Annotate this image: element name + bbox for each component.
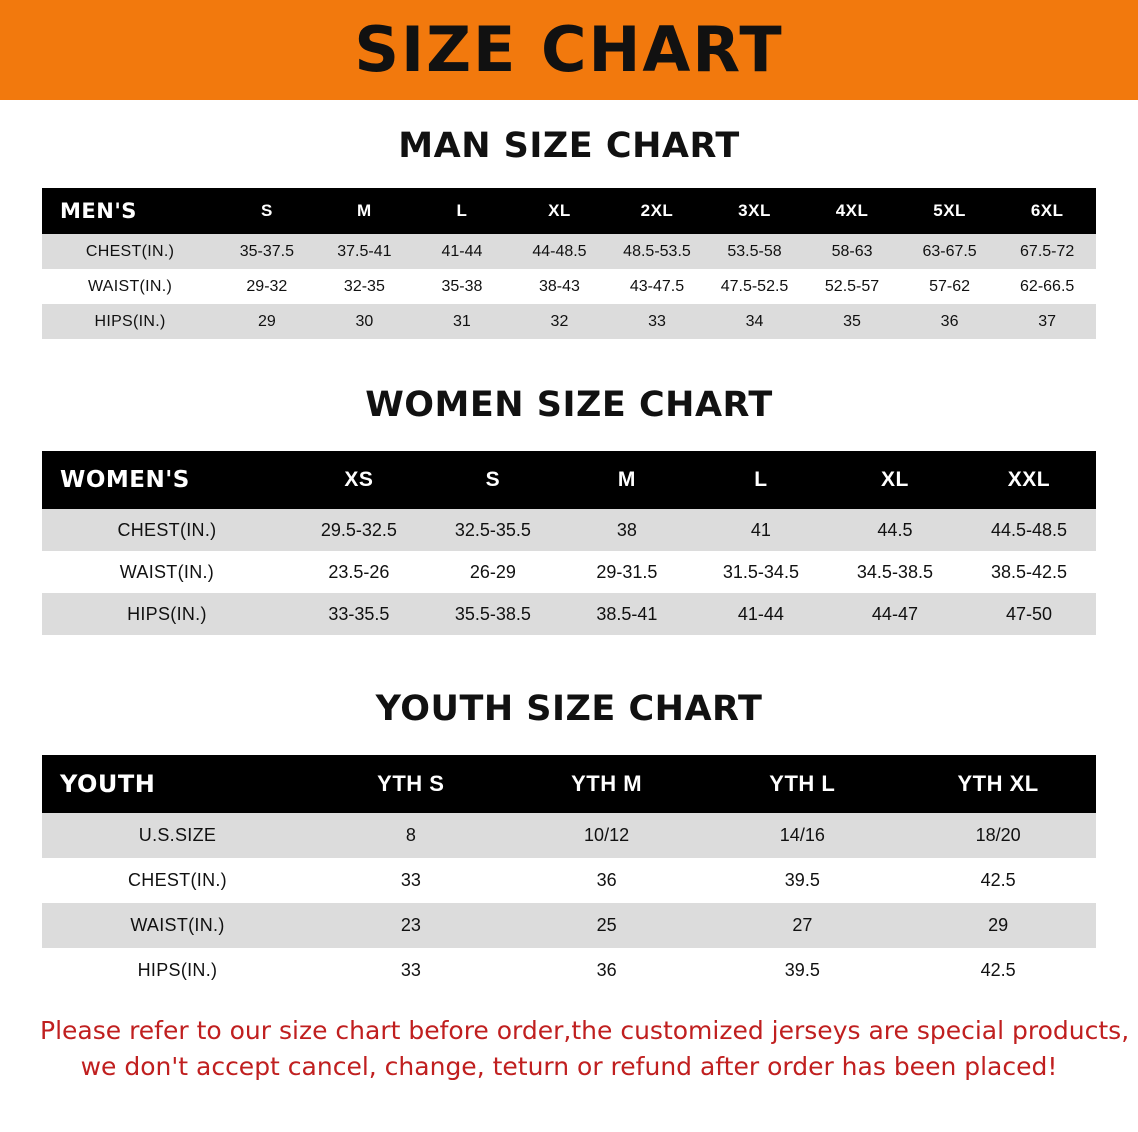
man-heading: MAN SIZE CHART bbox=[398, 126, 740, 166]
women-row-2-label: HIPS(IN.) bbox=[42, 593, 292, 635]
man-col-5: 3XL bbox=[738, 201, 771, 220]
table-row bbox=[42, 509, 1096, 551]
policy-note-line-1: Please refer to our size chart before order,the customized jerseys are special products, bbox=[40, 1016, 1130, 1045]
youth-corner-label: YOUTH bbox=[60, 770, 156, 798]
man-corner-label: MEN'S bbox=[60, 199, 137, 223]
man-cell-0-7: 63-67.5 bbox=[901, 234, 999, 269]
banner bbox=[0, 0, 1138, 100]
youth-cell-3-2: 39.5 bbox=[704, 948, 900, 993]
youth-col-0: YTH S bbox=[377, 771, 445, 796]
youth-cell-3-0: 33 bbox=[313, 948, 509, 993]
women-col-5: XXL bbox=[1007, 468, 1051, 491]
table-row bbox=[42, 269, 1096, 304]
man-cell-1-2: 35-38 bbox=[413, 269, 511, 304]
youth-table-head bbox=[42, 755, 1096, 813]
women-cell-2-1: 35.5-38.5 bbox=[426, 593, 560, 635]
man-col-0: S bbox=[260, 201, 273, 220]
man-cell-1-7: 57-62 bbox=[901, 269, 999, 304]
table-row bbox=[42, 813, 1096, 858]
women-table-head bbox=[42, 451, 1096, 509]
youth-size-table bbox=[42, 755, 1096, 993]
man-table-head bbox=[42, 188, 1096, 234]
table-row bbox=[42, 858, 1096, 903]
youth-cell-0-1: 10/12 bbox=[509, 813, 705, 858]
youth-cell-0-2: 14/16 bbox=[704, 813, 900, 858]
man-cell-1-6: 52.5-57 bbox=[803, 269, 901, 304]
section-man bbox=[0, 126, 1138, 339]
women-col-3: L bbox=[754, 468, 768, 491]
man-cell-0-0: 35-37.5 bbox=[218, 234, 316, 269]
youth-table-wrap bbox=[42, 755, 1096, 993]
man-cell-2-6: 35 bbox=[803, 304, 901, 339]
women-cell-0-5: 44.5-48.5 bbox=[962, 509, 1096, 551]
women-row-1-label: WAIST(IN.) bbox=[42, 551, 292, 593]
women-cell-1-3: 31.5-34.5 bbox=[694, 551, 828, 593]
man-cell-0-6: 58-63 bbox=[803, 234, 901, 269]
man-cell-2-0: 29 bbox=[218, 304, 316, 339]
man-col-4: 2XL bbox=[640, 201, 674, 220]
table-row bbox=[42, 948, 1096, 993]
man-cell-1-0: 29-32 bbox=[218, 269, 316, 304]
man-cell-1-1: 32-35 bbox=[316, 269, 414, 304]
man-cell-1-3: 38-43 bbox=[511, 269, 609, 304]
man-col-6: 4XL bbox=[835, 201, 869, 220]
youth-table-body bbox=[42, 813, 1096, 993]
policy-note bbox=[40, 1013, 1130, 1086]
man-cell-0-3: 44-48.5 bbox=[511, 234, 609, 269]
man-cell-2-8: 37 bbox=[998, 304, 1096, 339]
page-title: SIZE CHART bbox=[354, 13, 784, 86]
table-header-row bbox=[42, 755, 1096, 813]
section-youth bbox=[0, 689, 1138, 993]
man-cell-2-7: 36 bbox=[901, 304, 999, 339]
man-cell-2-4: 33 bbox=[608, 304, 706, 339]
women-col-1: S bbox=[485, 468, 501, 491]
women-table-body bbox=[42, 509, 1096, 635]
youth-col-1: YTH M bbox=[571, 771, 643, 796]
women-corner-label: WOMEN'S bbox=[60, 467, 190, 493]
youth-cell-2-2: 27 bbox=[704, 903, 900, 948]
table-row bbox=[42, 551, 1096, 593]
youth-col-2: YTH L bbox=[769, 771, 836, 796]
women-cell-1-4: 34.5-38.5 bbox=[828, 551, 962, 593]
youth-cell-1-1: 36 bbox=[509, 858, 705, 903]
youth-cell-2-1: 25 bbox=[509, 903, 705, 948]
man-row-0-label: CHEST(IN.) bbox=[42, 234, 218, 269]
youth-col-3: YTH XL bbox=[957, 771, 1039, 796]
table-row bbox=[42, 903, 1096, 948]
man-row-2-label: HIPS(IN.) bbox=[42, 304, 218, 339]
youth-cell-1-2: 39.5 bbox=[704, 858, 900, 903]
women-cell-1-1: 26-29 bbox=[426, 551, 560, 593]
women-size-table bbox=[42, 451, 1096, 635]
women-row-0-label: CHEST(IN.) bbox=[42, 509, 292, 551]
man-row-1-label: WAIST(IN.) bbox=[42, 269, 218, 304]
man-col-1: M bbox=[357, 201, 372, 220]
table-header-row bbox=[42, 451, 1096, 509]
youth-cell-1-0: 33 bbox=[313, 858, 509, 903]
women-heading: WOMEN SIZE CHART bbox=[365, 385, 773, 425]
women-cell-0-2: 38 bbox=[560, 509, 694, 551]
youth-heading: YOUTH SIZE CHART bbox=[375, 689, 763, 729]
man-col-8: 6XL bbox=[1030, 201, 1064, 220]
man-cell-0-8: 67.5-72 bbox=[998, 234, 1096, 269]
women-col-4: XL bbox=[881, 468, 909, 491]
man-size-table bbox=[42, 188, 1096, 339]
table-row bbox=[42, 234, 1096, 269]
man-cell-2-3: 32 bbox=[511, 304, 609, 339]
man-cell-1-8: 62-66.5 bbox=[998, 269, 1096, 304]
table-row bbox=[42, 593, 1096, 635]
section-women bbox=[0, 385, 1138, 635]
man-cell-0-5: 53.5-58 bbox=[706, 234, 804, 269]
women-cell-2-4: 44-47 bbox=[828, 593, 962, 635]
women-cell-0-1: 32.5-35.5 bbox=[426, 509, 560, 551]
youth-row-2-label: WAIST(IN.) bbox=[42, 903, 313, 948]
women-cell-1-0: 23.5-26 bbox=[292, 551, 426, 593]
man-cell-2-1: 30 bbox=[316, 304, 414, 339]
youth-cell-2-3: 29 bbox=[900, 903, 1096, 948]
women-cell-2-3: 41-44 bbox=[694, 593, 828, 635]
man-col-7: 5XL bbox=[933, 201, 966, 220]
youth-row-1-label: CHEST(IN.) bbox=[42, 858, 313, 903]
man-col-2: L bbox=[456, 201, 468, 220]
youth-row-0-label: U.S.SIZE bbox=[42, 813, 313, 858]
youth-cell-0-0: 8 bbox=[313, 813, 509, 858]
policy-note-line-2: we don't accept cancel, change, teturn or refund after order has been placed! bbox=[80, 1052, 1058, 1082]
man-cell-1-4: 43-47.5 bbox=[608, 269, 706, 304]
women-cell-2-5: 47-50 bbox=[962, 593, 1096, 635]
table-row bbox=[42, 304, 1096, 339]
youth-cell-3-3: 42.5 bbox=[900, 948, 1096, 993]
youth-cell-2-0: 23 bbox=[313, 903, 509, 948]
women-col-2: M bbox=[617, 468, 636, 491]
table-header-row bbox=[42, 188, 1096, 234]
women-cell-2-2: 38.5-41 bbox=[560, 593, 694, 635]
youth-cell-3-1: 36 bbox=[509, 948, 705, 993]
women-cell-1-5: 38.5-42.5 bbox=[962, 551, 1096, 593]
youth-row-3-label: HIPS(IN.) bbox=[42, 948, 313, 993]
women-cell-0-3: 41 bbox=[694, 509, 828, 551]
youth-cell-1-3: 42.5 bbox=[900, 858, 1096, 903]
women-table-wrap bbox=[42, 451, 1096, 635]
man-col-3: XL bbox=[548, 201, 571, 220]
man-cell-0-2: 41-44 bbox=[413, 234, 511, 269]
man-cell-0-1: 37.5-41 bbox=[316, 234, 414, 269]
man-cell-0-4: 48.5-53.5 bbox=[608, 234, 706, 269]
man-cell-2-2: 31 bbox=[413, 304, 511, 339]
women-cell-1-2: 29-31.5 bbox=[560, 551, 694, 593]
women-col-0: XS bbox=[344, 468, 374, 491]
man-table-body bbox=[42, 234, 1096, 339]
women-cell-0-4: 44.5 bbox=[828, 509, 962, 551]
man-table-wrap bbox=[42, 188, 1096, 339]
man-cell-2-5: 34 bbox=[706, 304, 804, 339]
women-cell-2-0: 33-35.5 bbox=[292, 593, 426, 635]
women-cell-0-0: 29.5-32.5 bbox=[292, 509, 426, 551]
youth-cell-0-3: 18/20 bbox=[900, 813, 1096, 858]
man-cell-1-5: 47.5-52.5 bbox=[706, 269, 804, 304]
